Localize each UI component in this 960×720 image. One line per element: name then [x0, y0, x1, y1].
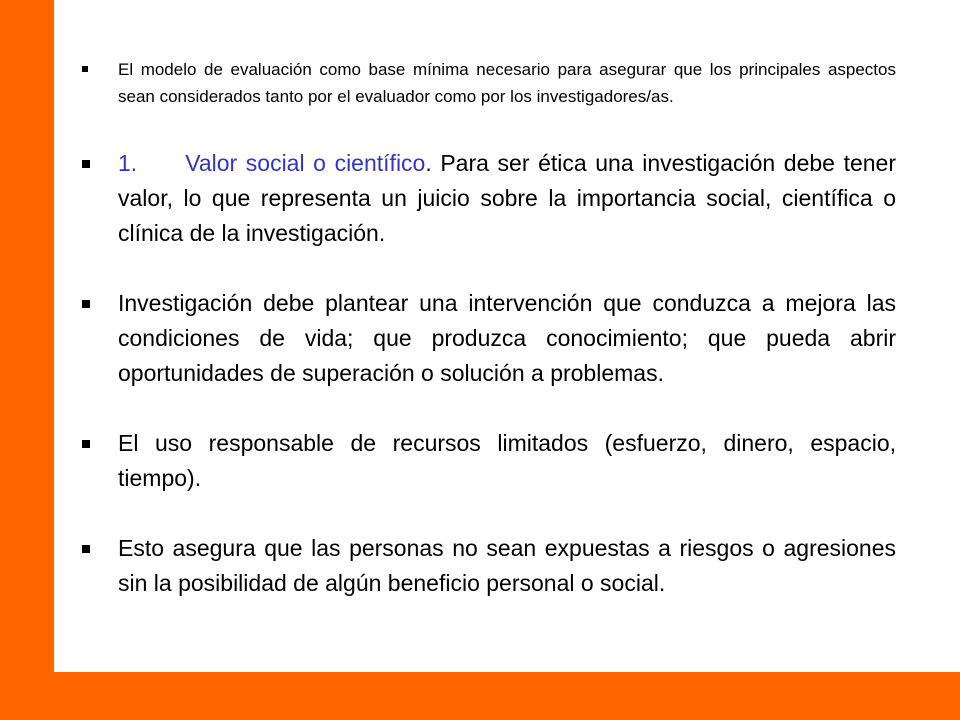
bullet-text: Investigación debe plantear una intervención que conduzca a mejora las condiciones de vida; que produzca conocimiento; que pueda abrir oportunidades de superación o solución a problemas.	[118, 290, 896, 386]
square-bullet-icon	[82, 160, 90, 168]
highlight-heading: Valor social o científico	[185, 150, 426, 176]
bottom-accent-bar	[0, 672, 960, 720]
bullet-item-3	[82, 286, 896, 391]
bullet-text: . Para ser ética una investigación debe tener valor, lo que representa un juicio sobre la importancia social, científica o clínica de la investigación.	[118, 150, 897, 246]
bullet-item-4	[82, 426, 896, 496]
bullet-text: El modelo de evaluación como base mínima necesario para asegurar que los principales aspectos sean considerados tanto por el evaluador como por los investigadores/as.	[118, 60, 896, 106]
square-bullet-icon	[82, 545, 90, 553]
left-accent-bar	[0, 0, 54, 720]
square-bullet-icon	[82, 300, 90, 308]
square-bullet-icon	[82, 440, 90, 448]
bullet-item-5	[82, 531, 896, 601]
bullet-text: El uso responsable de recursos limitados (esfuerzo, dinero, espacio, tiempo).	[118, 430, 896, 491]
item-number: 1.	[118, 150, 138, 176]
bullet-item-2	[82, 146, 896, 251]
bullet-text: Esto asegura que las personas no sean expuestas a riesgos o agresiones sin la posibilidad de algún beneficio personal o social.	[118, 535, 896, 596]
bullet-item-1	[82, 56, 896, 110]
bullet-list	[82, 56, 896, 636]
square-bullet-icon	[82, 66, 88, 72]
